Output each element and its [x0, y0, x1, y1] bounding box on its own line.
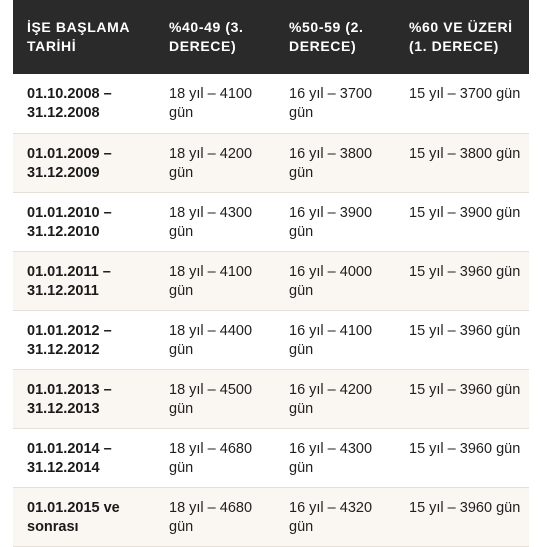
cell-degree-1: 15 yıl – 3960 gün	[409, 440, 521, 457]
cell-degree-2: 16 yıl – 4320 gün	[289, 499, 373, 535]
cell-degree-3: 18 yıl – 4100 gün	[169, 86, 253, 121]
cell-start-date: 01.10.2008 – 31.12.2008	[27, 86, 112, 121]
cell-degree-2: 16 yıl – 4300 gün	[289, 440, 373, 476]
table-row	[13, 487, 529, 546]
cell-start-date: 01.01.2013 – 31.12.2013	[27, 381, 112, 417]
cell-degree-3: 18 yıl – 4200 gün	[169, 145, 253, 181]
cell-degree-3: 18 yıl – 4680 gün	[169, 499, 253, 535]
header-degree-1: %60 VE ÜZERİ (1. DERECE)	[409, 19, 513, 54]
cell-start-date: 01.01.2014 – 31.12.2014	[27, 440, 112, 476]
cell-degree-1: 15 yıl – 3900 gün	[409, 204, 521, 221]
cell-degree-1: 15 yıl – 3800 gün	[409, 145, 521, 162]
cell-start-date: 01.01.2015 ve sonrası	[27, 499, 120, 535]
cell-degree-1: 15 yıl – 3960 gün	[409, 263, 521, 280]
retirement-table-container	[13, 0, 529, 547]
cell-start-date: 01.01.2011 – 31.12.2011	[27, 263, 111, 299]
cell-degree-3: 18 yıl – 4500 gün	[169, 381, 253, 417]
cell-degree-1: 15 yıl – 3960 gün	[409, 322, 521, 339]
header-degree-3: %40-49 (3. DERECE)	[169, 19, 244, 54]
table-row	[13, 369, 529, 428]
cell-degree-2: 16 yıl – 3900 gün	[289, 204, 373, 240]
cell-degree-1: 15 yıl – 3960 gün	[409, 499, 521, 516]
table-row	[13, 310, 529, 369]
cell-degree-2: 16 yıl – 4200 gün	[289, 381, 373, 417]
cell-degree-2: 16 yıl – 3800 gün	[289, 145, 373, 181]
table-row	[13, 251, 529, 310]
cell-degree-3: 18 yıl – 4300 gün	[169, 204, 253, 240]
header-degree-2: %50-59 (2. DERECE)	[289, 19, 364, 54]
cell-start-date: 01.01.2010 – 31.12.2010	[27, 204, 112, 240]
cell-degree-1: 15 yıl – 3960 gün	[409, 381, 521, 398]
cell-start-date: 01.01.2009 – 31.12.2009	[27, 145, 112, 181]
cell-degree-2: 16 yıl – 3700 gün	[289, 86, 373, 121]
table-body	[13, 74, 529, 546]
table-row	[13, 74, 529, 133]
cell-degree-2: 16 yıl – 4100 gün	[289, 322, 373, 358]
table-header	[13, 0, 529, 74]
table-row	[13, 133, 529, 192]
cell-degree-3: 18 yıl – 4680 gün	[169, 440, 253, 476]
table-row	[13, 428, 529, 487]
header-start-date: İŞE BAŞLAMA TARİHİ	[27, 19, 130, 54]
retirement-requirements-table	[13, 0, 529, 547]
cell-start-date: 01.01.2012 – 31.12.2012	[27, 322, 112, 358]
cell-degree-1: 15 yıl – 3700 gün	[409, 86, 521, 102]
header-row	[13, 0, 529, 74]
cell-degree-2: 16 yıl – 4000 gün	[289, 263, 373, 299]
table-row	[13, 192, 529, 251]
cell-degree-3: 18 yıl – 4400 gün	[169, 322, 253, 358]
cell-degree-3: 18 yıl – 4100 gün	[169, 263, 253, 299]
